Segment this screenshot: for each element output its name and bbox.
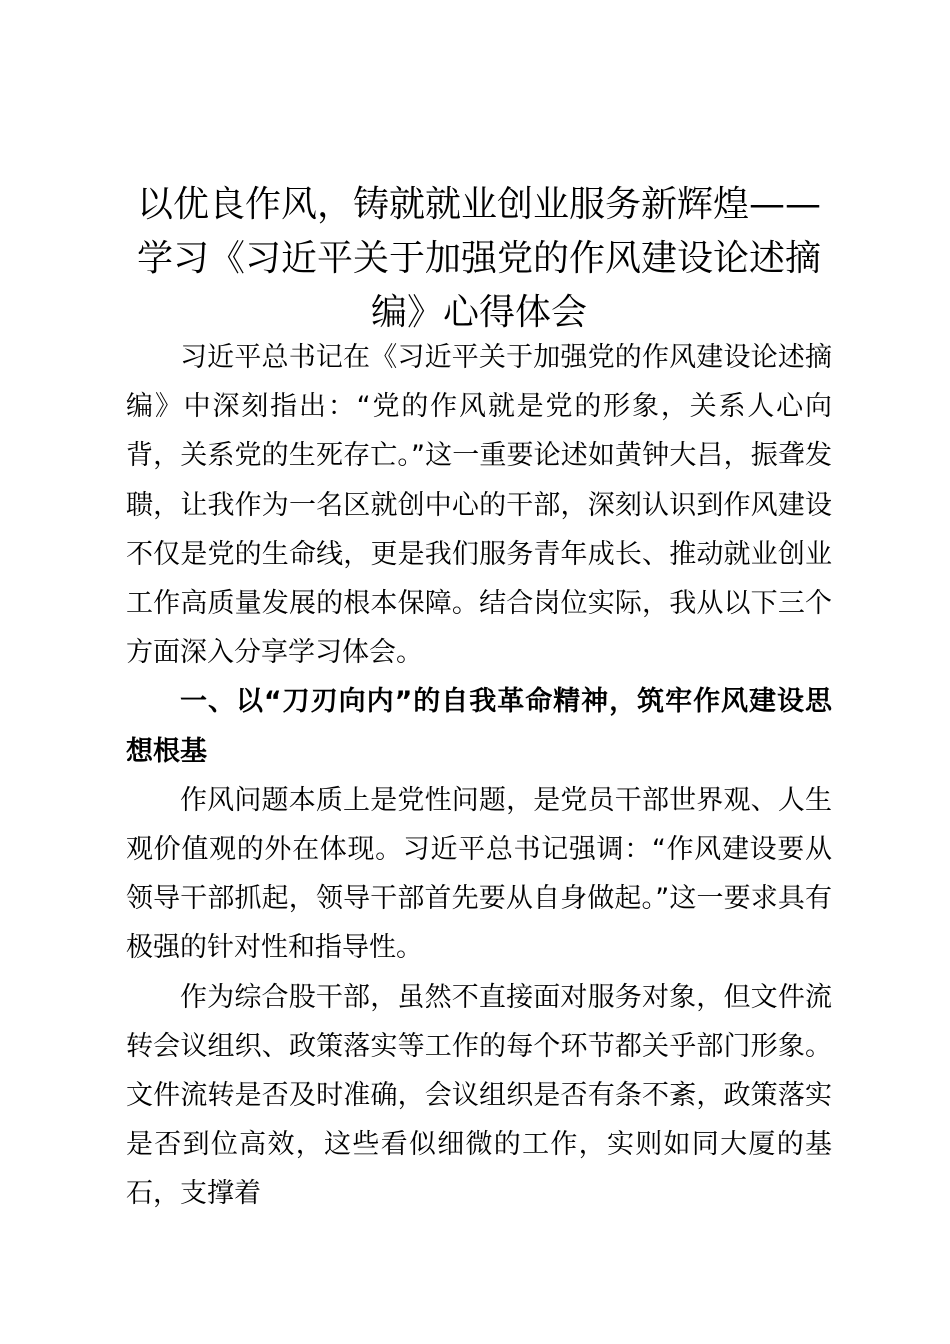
title-line-3: 编》心得体会 <box>370 292 587 333</box>
document-title <box>125 178 833 340</box>
paragraph-role-reflection: 作为综合股干部，虽然不直接面对服务对象，但文件流转会议组织、政策落实等工作的每个环节都关乎部门形象。文件流转是否及时准确，会议组织是否有条不紊，政策落实是否到位高效，这些看似细微的工作，实则如同大厦的基石，支撑着 <box>126 981 832 1210</box>
document-body <box>126 333 832 1219</box>
paragraph-intro: 习近平总书记在《习近平关于加强党的作风建设论述摘编》中深刻指出：“党的作风就是党的形象，关系人心向背，关系党的生死存亡。”这一重要论述如黄钟大吕，振聋发聩，让我作为一名区就创中心的干部，深刻认识到作风建设不仅是党的生命线，更是我们服务青年成长、推动就业创业工作高质量发展的根本保障。结合岗位实际，我从以下三个方面深入分享学习体会。 <box>126 342 832 669</box>
paragraph-style-nature: 作风问题本质上是党性问题，是党员干部世界观、人生观价值观的外在体现。习近平总书记强调：“作风建设要从领导干部抓起，领导干部首先要从自身做起。”这一要求具有极强的针对性和指导性。 <box>126 784 832 964</box>
section-heading-1: 一、以“刀刃向内”的自我革命精神，筑牢作风建设思想根基 <box>126 686 832 767</box>
title-line-1: 以优良作风，铸就就业创业服务新辉煌—— <box>136 184 821 225</box>
title-line-2: 学习《习近平关于加强党的作风建设论述摘 <box>136 238 821 279</box>
